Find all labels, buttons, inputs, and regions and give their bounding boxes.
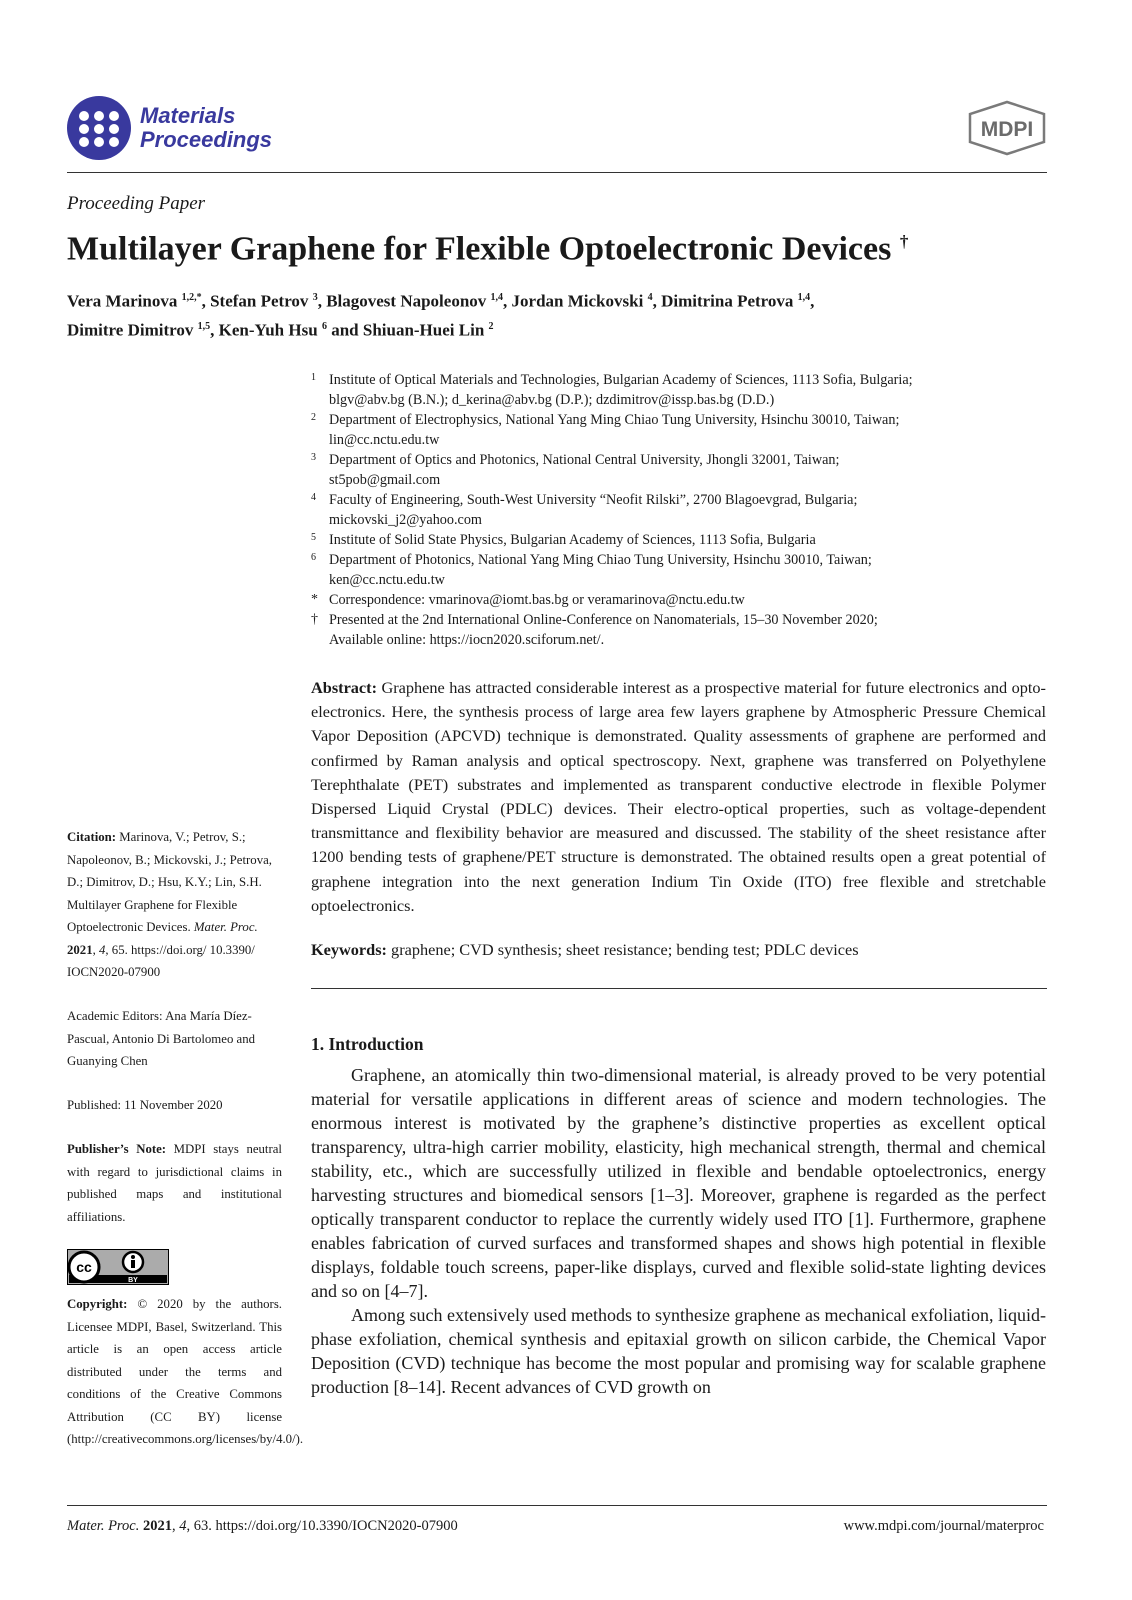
affiliation-contact: lin@cc.nctu.edu.tw	[329, 432, 440, 448]
journal-name-line1: Materials	[140, 103, 236, 128]
citation-text: Marinova, V.; Petrov, S.; Napoleonov, B.; Mickovski, J.; Petrova, D.; Dimitrov, D.; Hsu, K.Y.; Lin, S.H. Multilayer Graphene for Flexible Optoelectronic Devices.	[67, 830, 272, 934]
paper-title	[67, 220, 908, 271]
introduction-body	[311, 1063, 1046, 1399]
journal-logo-icon	[67, 96, 131, 160]
affiliation-line: Department of Electrophysics, National Yang Ming Chiao Tung University, Hsinchu 30010, Taiwan;	[329, 412, 900, 428]
citation-block: Citation: Marinova, V.; Petrov, S.; Napoleonov, B.; Mickovski, J.; Petrova, D.; Dimitrov, D.; Hsu, K.Y.; Lin, S.H. Multilayer Graphene for Flexible Optoelectronic Devices. Mater. Proc. 2021, 4, 65. https://doi.org/ 10.3390/ IOCN2020-07900	[67, 830, 272, 979]
journal-name	[140, 104, 272, 152]
affiliation-item	[311, 410, 1051, 450]
affiliation-mark: 1	[311, 372, 316, 383]
affiliation-mark: 2	[311, 412, 316, 423]
affiliation-line: Institute of Solid State Physics, Bulgarian Academy of Sciences, 1113 Sofia, Bulgaria	[329, 532, 816, 548]
keywords	[311, 938, 1046, 962]
copyright-text: © 2020 by the authors. Licensee MDPI, Basel, Switzerland. This article is an open access article distributed under the terms and conditions of the Creative Commons Attribution (CC BY) license (http://creativecommons.org/licenses/by/4.0/).	[67, 1297, 304, 1446]
author-name: Dimitrina Petrova	[661, 291, 794, 311]
author-name: Shiuan-Huei Lin	[362, 320, 485, 340]
citation-journal: Mater. Proc.	[193, 920, 258, 934]
affiliation-mark: 3	[311, 452, 316, 463]
citation-volume: 4	[99, 942, 106, 957]
affiliation-text	[329, 490, 1051, 530]
author-affiliation-mark: 3	[312, 292, 318, 303]
affiliation-line: Institute of Optical Materials and Technologies, Bulgarian Academy of Sciences, 1113 Sofia, Bulgaria;	[329, 372, 913, 388]
affiliation-contact: st5pob@gmail.com	[329, 472, 441, 488]
affiliation-mark: 4	[311, 492, 316, 503]
author-name: Ken-Yuh Hsu	[218, 320, 318, 340]
copyright-label: Copyright:	[67, 1297, 128, 1311]
affiliation-line: Correspondence: vmarinova@iomt.bas.bg or veramarinova@nctu.edu.tw	[329, 592, 745, 608]
abstract	[311, 676, 1046, 918]
publisher-logo-text: MDPI	[980, 118, 1034, 141]
section-heading-introduction: 1. Introduction	[311, 1034, 424, 1054]
footer-journal: Mater. Proc.	[67, 1518, 140, 1534]
author-affiliation-mark: 1,5	[197, 320, 211, 332]
citation-year: 2021	[67, 942, 93, 957]
footer-doi[interactable]: , 63. https://doi.org/10.3390/IOCN2020-07900	[186, 1518, 458, 1534]
affiliation-text	[329, 410, 1051, 450]
author-name: Stefan Petrov	[210, 291, 309, 311]
affiliation-text	[329, 550, 1051, 590]
header-rule	[67, 172, 1047, 173]
affiliation-item	[311, 490, 1051, 530]
title-footnote-mark: †	[899, 232, 909, 251]
affiliation-text	[329, 370, 1051, 410]
affiliation-line: Presented at the 2nd International Online-Conference on Nanomaterials, 15–30 November 2020;	[329, 612, 878, 628]
paper-type: Proceeding Paper	[67, 193, 206, 214]
keywords-text: graphene; CVD synthesis; sheet resistance; bending test; PDLC devices	[391, 940, 859, 959]
abstract-rule	[311, 988, 1047, 989]
affiliation-mark: 6	[311, 552, 316, 563]
footer-year: 2021	[142, 1518, 172, 1534]
affiliation-item	[311, 590, 1051, 610]
intro-paragraph-1: Graphene, an atomically thin two-dimensional material, is already proved to be very potential material for versatile applications in different areas of science and modern technologies. The enormous interest is motivated by the graphene’s distinctive properties as excellent optical transparency, ultra-high carrier mobility, elasticity, high mechanical strength, thermal and chemical stability, etc., which are successfully utilized in flexible and bendable optoelectronics, energy harvesting structures and biomedical sensors [1–3]. Moreover, graphene is regarded as the perfect optically transparent conductor to replace the currently widely used ITO [1]. Furthermore, graphene enables fabrication of curved surfaces and transformed shapes and shows high potential in flexible displays, foldable touch screens, paper-like displays, curved and flexible solid-state lighting devices and so on [4–7].	[311, 1065, 1046, 1301]
publisher-note-label: Publisher’s Note:	[67, 1142, 167, 1156]
author-affiliation-mark: 1,2,*	[181, 292, 202, 303]
footer-volume: 4	[179, 1518, 187, 1534]
affiliation-contact: Available online: https://iocn2020.sciforum.net/.	[329, 632, 605, 648]
affiliation-contact: mickovski_j2@yahoo.com	[329, 512, 482, 528]
footer-citation: Mater. Proc. 2021, 4, 63. https://doi.org/10.3390/IOCN2020-07900	[67, 1518, 458, 1534]
author-affiliation-mark: 1,4	[797, 292, 811, 303]
journal-name-line2: Proceedings	[140, 127, 273, 152]
affiliation-mark: †	[311, 612, 318, 627]
affiliation-item	[311, 610, 1051, 650]
affiliation-text	[329, 590, 1051, 610]
affiliation-item	[311, 450, 1051, 490]
author-affiliation-mark: 6	[321, 320, 327, 332]
affiliation-contact: ken@cc.nctu.edu.tw	[329, 572, 445, 588]
author-name: Vera Marinova	[67, 291, 178, 311]
author-affiliation-mark: 2	[488, 320, 494, 332]
paper-title-text: Multilayer Graphene for Flexible Optoelectronic Devices	[67, 230, 892, 268]
affiliation-item	[311, 550, 1051, 590]
affiliation-item	[311, 530, 1051, 550]
keywords-label: Keywords:	[311, 940, 387, 959]
affiliation-text	[329, 450, 1051, 490]
affiliation-text	[329, 610, 1051, 650]
author-list: Vera Marinova $^{1,2,*}$, Stefan Petrov $^3$, Blagovest Napoleonov $^{1,4}$, Jordan Mickovski $^4$, Dimitrina Petrova $^{1,4}$, Dimitre Dimitrov $^{1,5}$, Ken-Yuh Hsu $^6$ and Shiuan-Huei Lin $^2$	[67, 291, 815, 340]
author-name: Jordan Mickovski	[511, 291, 644, 311]
author-affiliation-mark: 4	[647, 292, 653, 303]
affiliation-mark: 5	[311, 532, 316, 543]
affiliation-line: Department of Optics and Photonics, National Central University, Jhongli 32001, Taiwan;	[329, 452, 840, 468]
published-date: Published: 11 November 2020	[67, 1098, 223, 1112]
footer-journal-url[interactable]: www.mdpi.com/journal/materproc	[843, 1518, 1044, 1534]
copyright-block	[67, 1293, 304, 1451]
academic-editors: Academic Editors: Ana María Díez-Pascual, Antonio Di Bartolomeo and Guanying Chen	[67, 1009, 256, 1068]
author-name: Dimitre Dimitrov	[67, 320, 194, 340]
abstract-label: Abstract:	[311, 678, 378, 697]
citation-doi[interactable]: , 65. https://doi.org/ 10.3390/ IOCN2020-07900	[67, 942, 255, 979]
author-affiliation-mark: 1,4	[490, 292, 504, 303]
abstract-text: Graphene has attracted considerable interest as a prospective material for future electronics and opto-electronics. Here, the synthesis process of large area few layers graphene by Atmospheric Pressure Chemical Vapor Deposition (APCVD) technique is demonstrated. Quality assessments of graphene are performed and confirmed by Raman analysis and optical spectroscopy. Next, graphene was transferred on Polyethylene Terephthalate (PET) substrates and implemented as transparent conductive electrode in flexible Polymer Dispersed Liquid Crystal (PDLC) devices. Their electro-optical properties, such as voltage-dependent transmittance and flexibility behavior are measured and discussed. The stability of the sheet resistance after 1200 bending tests of graphene/PET structure is demonstrated. The obtained results open a great potential of graphene integration into the next generation Indium Tin Oxide (ITO) free flexible and stretchable optoelectronics.	[311, 678, 1046, 915]
affiliations	[311, 370, 1051, 650]
affiliation-item	[311, 370, 1051, 410]
footer-rule	[67, 1505, 1047, 1506]
affiliation-contact: blgv@abv.bg (B.N.); d_kerina@abv.bg (D.P.); dzdimitrov@issp.bas.bg (D.D.)	[329, 392, 775, 408]
citation-label: Citation:	[67, 830, 117, 844]
publisher-note-text: MDPI stays neutral with regard to jurisdictional claims in published maps and institutional affiliations.	[67, 1142, 282, 1224]
cc-by-license-icon[interactable]	[67, 1249, 169, 1285]
intro-paragraph-2: Among such extensively used methods to synthesize graphene as mechanical exfoliation, liquid-phase exfoliation, chemical synthesis and epitaxial growth on silicon carbide, the Chemical Vapor Deposition (CVD) technique has become the most popular and promising way for scalable graphene production [8–14]. Recent advances of CVD growth on	[311, 1305, 1046, 1397]
affiliation-line: Department of Photonics, National Yang Ming Chiao Tung University, Hsinchu 30010, Taiwan;	[329, 552, 872, 568]
license-badge-text: BY	[128, 1277, 138, 1284]
affiliation-mark: *	[311, 592, 318, 607]
mdpi-logo-icon	[966, 100, 1048, 156]
affiliation-text	[329, 530, 1051, 550]
svg-text:cc: cc	[76, 1259, 92, 1275]
affiliation-line: Faculty of Engineering, South-West University “Neofit Rilski”, 2700 Blagoevgrad, Bulgaria;	[329, 492, 858, 508]
author-name: Blagovest Napoleonov	[326, 291, 487, 311]
publisher-note	[67, 1138, 282, 1228]
